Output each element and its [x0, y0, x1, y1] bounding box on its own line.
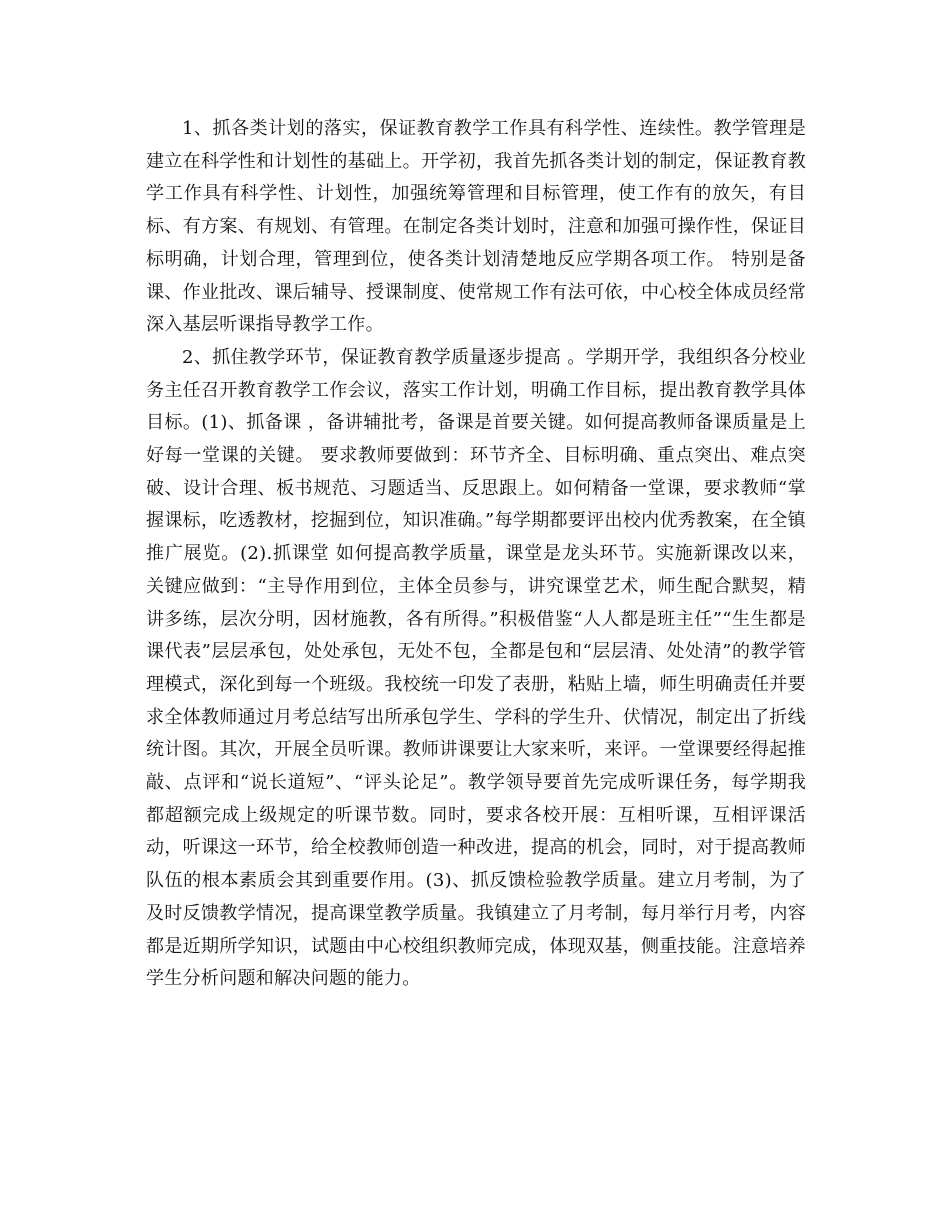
document-page	[146, 113, 806, 996]
paragraph-teaching-process: 2、抓住教学环节，保证教育教学质量逐步提高 。学期开学，我组织各分校业务主任召开教育教学工作会议，落实工作计划，明确工作目标，提出教育教学具体目标。(1)、抓备课 ，备讲辅批考，备课是首要关键。如何提高教师备课质量是上好每一堂课的关键。 要求教师要做到：环节齐全、目标明确、重点突出、难点突破、设计合理、板书规范、习题适当、反思跟上。如何精备一堂课，要求教师“掌握课标，吃透教材，挖掘到位，知识准确。”每学期都要评出校内优秀教案，在全镇推广展览。(2).抓课堂 如何提高教学质量，课堂是龙头环节。实施新课改以来， 关键应做到：“主导作用到位，主体全员参与，讲究课堂艺术，师生配合默契，精讲多练，层次分明，因材施教，各有所得。”积极借鉴“人人都是班主任”“生生都是课代表”层层承包，处处承包，无处不包，全都是包和“层层清、处处清”的教学管理模式，深化到每一个班级。我校统一印发了表册，粘贴上墙，师生明确责任并要求全体教师通过月考总结写出所承包学生、学科的学生升、伏情况，制定出了折线统计图。其次，开展全员听课。教师讲课要让大家来听，来评。一堂课要经得起推敲、点评和“说长道短”、“评头论足”。教学领导要首先完成听课任务，每学期我都超额完成上级规定的听课节数。同时，要求各校开展：互相听课，互相评课活动，听课这一环节，给全校教师创造一种改进，提高的机会，同时，对于提高教师队伍的根本素质会其到重要作用。(3)、抓反馈检验教学质量。建立月考制，为了及时反馈教学情况，提高课堂教学质量。我镇建立了月考制，每月举行月考，内容都是近期所学知识，试题由中心校组织教师完成，体现双基，侧重技能。注意培养学生分析问题和解决问题的能力。	[146, 346, 806, 990]
paragraph-planning: 1、抓各类计划的落实，保证教育教学工作具有科学性、连续性。教学管理是建立在科学性和计划性的基础上。开学初，我首先抓各类计划的制定，保证教育教学工作具有科学性、计划性，加强统筹管理和目标管理，使工作有的放矢，有目标、有方案、有规划、有管理。在制定各类计划时，注意和加强可操作性，保证目标明确，计划合理，管理到位，使各类计划清楚地反应学期各项工作。 特别是备课、作业批改、课后辅导、授课制度、使常规工作有法可依，中心校全体成员经常深入基层听课指导教学工作。	[146, 118, 806, 336]
